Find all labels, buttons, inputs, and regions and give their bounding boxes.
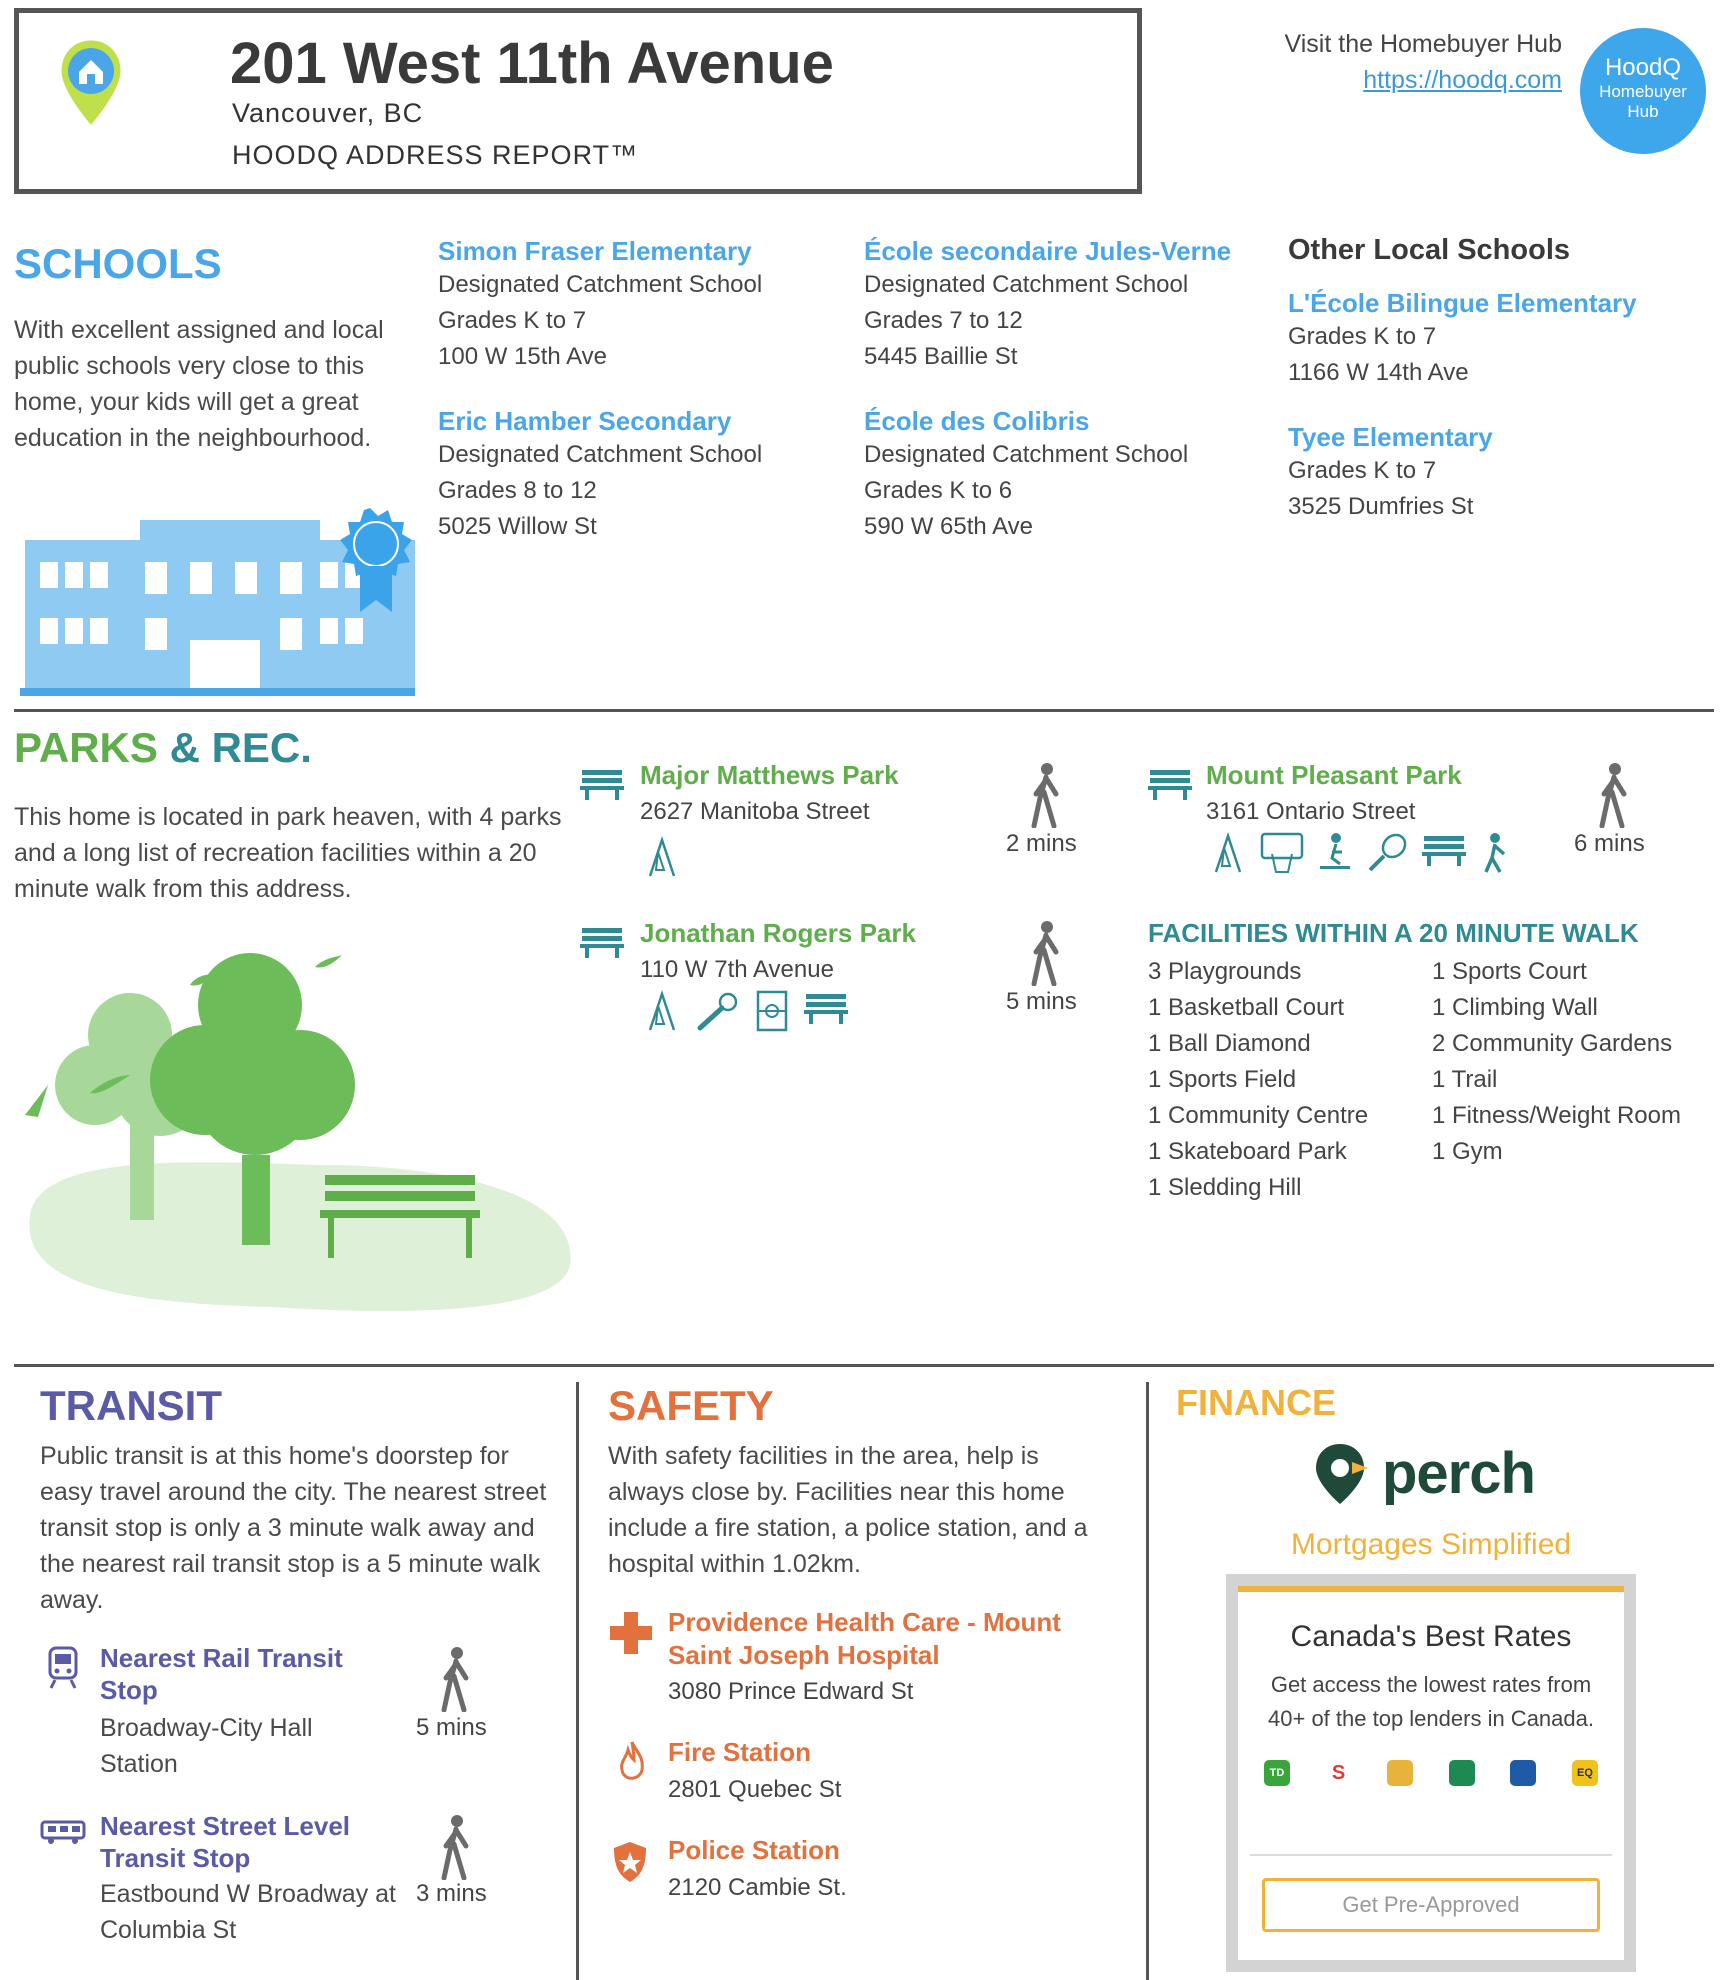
park-address: 110 W 7th Avenue [640,956,834,983]
bench-icon [1422,832,1466,866]
lender-logo-icon: EQ [1572,1760,1598,1786]
perch-logo[interactable] [1314,1440,1535,1507]
school-type: Designated Catchment School [438,271,763,298]
hub-text: Visit the Homebuyer Hub [1284,30,1562,58]
lender-logos [1238,1760,1624,1786]
police-station-name[interactable]: Police Station [668,1835,840,1865]
hospital-name[interactable]: Providence Health Care - Mount Saint Joseph Hospital [668,1607,1061,1670]
facility-item: 1 Sports Court [1432,958,1587,985]
facility-item: 1 Skateboard Park [1148,1138,1347,1165]
finance-tagline: Mortgages Simplified [1290,1528,1572,1561]
street-stop-title: Nearest Street Level Transit Stop [100,1811,351,1873]
facility-item: 3 Playgrounds [1148,958,1302,985]
park-address: 2627 Manitoba Street [640,798,870,825]
perch-pin-icon [1314,1442,1370,1506]
school-card [1288,422,1708,525]
transit-heading: TRANSIT [40,1382,222,1429]
school-grades: Grades K to 6 [864,477,1013,504]
hospital-cross-icon [608,1610,654,1656]
hub-link[interactable]: https://hoodq.com [1363,66,1562,94]
walk-time: 6 mins [1574,830,1645,857]
school-name[interactable]: Tyee Elementary [1288,422,1493,452]
bench-icon [580,924,624,958]
facility-item: 1 Sports Field [1148,1066,1297,1093]
park-illustration [20,935,580,1315]
park-name[interactable]: Major Matthews Park [640,760,899,790]
bench-icon [1148,766,1192,800]
walking-person-icon [436,1814,476,1880]
sports-field-icon [756,990,788,1032]
rail-stop-name[interactable]: Broadway-City Hall Station [100,1714,313,1778]
police-badge-icon [612,1840,648,1884]
playground-icon [644,836,680,878]
train-icon [46,1646,80,1690]
section-divider [14,709,1714,712]
schools-description: With excellent assigned and local public schools very close to this home, your kids will get a great education in the neighbourhood. [14,316,384,452]
park-address: 3161 Ontario Street [1206,798,1416,825]
street-stop-name[interactable]: Eastbound W Broadway at Columbia St [100,1880,396,1944]
lender-logo-icon [1387,1760,1413,1786]
school-type: Designated Catchment School [438,441,763,468]
school-card [864,236,1284,375]
facilities-list-right [1432,954,1717,1170]
location-pin-icon [58,38,124,128]
facilities-heading: FACILITIES WITHIN A 20 MINUTE WALK [1148,918,1639,948]
hub-badge-line2: Homebuyer [1599,82,1687,101]
school-grades: Grades K to 7 [1288,457,1437,484]
school-type: Designated Catchment School [864,441,1189,468]
parks-description: This home is located in park heaven, with 4 parks and a long list of recreation facilities within a 20 minute walk from this address. [14,803,562,903]
schools-heading: SCHOOLS [14,240,222,287]
school-address: 590 W 65th Ave [864,513,1034,540]
park-name[interactable]: Mount Pleasant Park [1206,760,1462,790]
parks-heading-main: PARKS [14,724,158,771]
skateboard-icon [1318,832,1352,874]
walk-time: 3 mins [416,1880,487,1907]
park-amenity-icons [1210,832,1510,874]
bus-icon [40,1820,86,1846]
rates-card-inner [1238,1586,1624,1960]
get-pre-approved-button[interactable]: Get Pre-Approved [1262,1878,1600,1932]
school-building-illustration [20,500,420,700]
walking-person-icon [436,1646,476,1712]
police-station-address: 2120 Cambie St. [668,1874,847,1901]
baseball-icon [696,990,740,1032]
transit-description: Public transit is at this home's doorstep for easy travel around the city. The nearest street transit stop is only a 3 minute walk away and the nearest rail transit stop is a 5 minute walk away. [40,1442,547,1614]
address-title: 201 West 11th Avenue [230,31,834,96]
school-grades: Grades K to 7 [1288,323,1437,350]
card-separator [1250,1854,1612,1856]
fire-icon [618,1740,646,1784]
school-name[interactable]: École secondaire Jules-Verne [864,236,1232,266]
school-card [438,236,848,375]
hub-badge-line3: Hub [1627,102,1659,121]
safety-heading: SAFETY [608,1382,774,1429]
rail-stop-title: Nearest Rail Transit Stop [100,1643,343,1705]
other-schools-heading: Other Local Schools [1288,234,1570,266]
school-name[interactable]: Eric Hamber Secondary [438,406,732,436]
walk-time: 5 mins [1006,988,1077,1015]
hospital-address: 3080 Prince Edward St [668,1678,914,1705]
parks-heading-rec: & REC. [169,724,312,771]
facility-item: 1 Gym [1432,1138,1503,1165]
fire-station-address: 2801 Quebec St [668,1776,842,1803]
bench-icon [580,766,624,800]
tennis-racket-icon [1366,832,1408,874]
hub-badge[interactable] [1580,28,1706,154]
park-name[interactable]: Jonathan Rogers Park [640,918,916,948]
facility-item: 1 Trail [1432,1066,1498,1093]
hiking-icon [1480,832,1510,874]
school-card [1288,288,1708,391]
lender-logo-icon [1449,1760,1475,1786]
facility-item: 2 Community Gardens [1432,1030,1673,1057]
facility-item: 1 Sledding Hill [1148,1174,1302,1201]
school-address: 3525 Dumfries St [1288,493,1474,520]
rates-card-text: Get access the lowest rates from 40+ of the top lenders in Canada. [1268,1672,1594,1731]
school-address: 100 W 15th Ave [438,343,608,370]
school-type: Designated Catchment School [864,271,1189,298]
school-grades: Grades 7 to 12 [864,307,1023,334]
finance-heading: FINANCE [1176,1382,1336,1423]
walk-time: 5 mins [416,1714,487,1741]
column-divider [576,1382,579,1980]
city-label: Vancouver, BC [232,98,424,128]
school-address: 5445 Baillie St [864,343,1018,370]
rates-card [1226,1574,1636,1972]
safety-description: With safety facilities in the area, help is always close by. Facilities near this home include a fire station, a police station, and a hospital within 1.02km. [608,1442,1088,1578]
lender-logo-icon [1510,1760,1536,1786]
parks-heading [14,724,312,772]
perch-brand: perch [1382,1441,1535,1506]
school-name[interactable]: Simon Fraser Elementary [438,236,752,266]
school-name[interactable]: École des Colibris [864,406,1090,436]
playground-icon [644,990,680,1032]
facility-item: 1 Climbing Wall [1432,994,1598,1021]
walking-person-icon [1026,762,1066,828]
park-amenity-icons [644,990,848,1032]
walk-time: 2 mins [1006,830,1077,857]
playground-icon [1210,832,1246,874]
lender-logo-icon: TD [1264,1760,1290,1786]
walking-person-icon [1026,920,1066,986]
rates-card-title: Canada's Best Rates [1290,1620,1572,1653]
basketball-hoop-icon [1260,832,1304,874]
facilities-list-left [1148,954,1428,1206]
bench-icon [804,990,848,1024]
walking-person-icon [1594,762,1634,828]
facility-item: 1 Fitness/Weight Room [1432,1102,1681,1129]
school-address: 5025 Willow St [438,513,597,540]
facility-item: 1 Ball Diamond [1148,1030,1311,1057]
column-divider [1146,1382,1149,1980]
fire-station-name[interactable]: Fire Station [668,1737,812,1767]
school-name[interactable]: L'École Bilingue Elementary [1288,288,1637,318]
lender-logo-icon: S [1326,1760,1352,1786]
school-card [438,406,848,545]
facility-item: 1 Community Centre [1148,1102,1369,1129]
section-divider [14,1364,1714,1367]
school-address: 1166 W 14th Ave [1288,359,1469,386]
report-label: HOODQ ADDRESS REPORT™ [232,140,639,170]
school-card [864,406,1284,545]
facility-item: 1 Basketball Court [1148,994,1345,1021]
hub-badge-line1: HoodQ [1604,54,1682,81]
school-grades: Grades 8 to 12 [438,477,597,504]
school-grades: Grades K to 7 [438,307,587,334]
